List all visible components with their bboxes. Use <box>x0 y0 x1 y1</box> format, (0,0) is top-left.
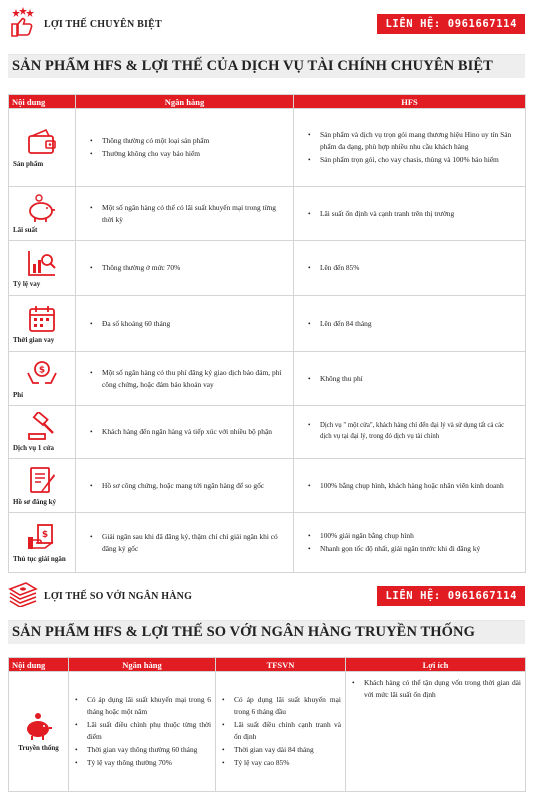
list-item: • Thời gian vay dài 84 tháng <box>222 744 341 756</box>
criterion-label: Dịch vụ 1 cửa <box>13 444 54 452</box>
list-item: • Có áp dụng lãi suất khuyến mại trong 6 tháng đầu <box>222 694 341 718</box>
table-row <box>9 513 526 573</box>
table-row <box>9 672 526 792</box>
contact-badge[interactable]: LIÊN HỆ: 0961667114 <box>377 586 525 606</box>
list-item: • Lãi suất điều chỉnh phụ thuộc từng thời điểm <box>75 719 211 743</box>
criterion-cell <box>9 241 76 296</box>
table-header-row <box>9 658 526 672</box>
list-item: • Lãi suất ổn định và cạnh tranh trên thị trường <box>308 208 517 220</box>
list-item: • Dịch vụ " một cửa", khách hàng chỉ đến đại lý và sử dụng tất cả các dịch vụ tại đại lý, trong đó dịch vụ tài chính <box>308 421 517 443</box>
column-header: Nội dung <box>9 95 76 109</box>
brand <box>8 581 192 612</box>
list-item: • Nhanh gọn tốc độ nhất, giải ngân trước khi đi đăng ký <box>308 543 517 555</box>
hfs-cell <box>294 406 526 459</box>
list-item: • Lãi suất điều chỉnh cạnh tranh và ổn định <box>222 719 341 743</box>
piggy-bank-icon <box>11 712 66 742</box>
chart-magnifier-icon <box>11 248 73 278</box>
list-item: • Sản phẩm trọn gói, cho vay chasis, thùng và 100% bảo hiểm <box>308 154 517 166</box>
brand-title: LỢI THẾ SO VỚI NGÂN HÀNG <box>44 590 193 602</box>
criterion-cell <box>9 513 76 573</box>
section-title: SẢN PHẨM HFS & LỢI THẾ SO VỚI NGÂN HÀNG TRUYỀN THỐNG <box>12 624 475 640</box>
bank-cell <box>76 406 294 459</box>
column-header: Ngân hàng <box>76 95 294 109</box>
list-item: • Sản phẩm và dịch vụ trọn gói mang thương hiệu Hino uy tín Sản phẩm đa dạng, phù hợp nhiều nhu cầu khách hàng <box>308 129 517 153</box>
bank-cell <box>76 109 294 187</box>
list-item: • Lên đến 85% <box>308 262 517 274</box>
comparison-table <box>8 94 526 573</box>
bank-cell <box>76 187 294 241</box>
criterion-label: Thủ tục giải ngân <box>13 554 66 563</box>
list-item: • Khách hàng đến ngân hàng và tiếp xúc với nhiều bộ phận <box>90 426 285 438</box>
bank-cell <box>76 296 294 352</box>
table-header-row <box>9 95 526 109</box>
brand <box>8 7 162 42</box>
list-item: • Thông thường có một loại sản phẩm <box>90 135 285 147</box>
criterion-cell <box>9 352 76 406</box>
list-item: • Một số ngân hàng có thu phí đăng ký giao dịch bảo đảm, phí công chứng, hoặc đảm bảo khoản vay <box>90 367 285 391</box>
list-item: • Thông thường ở mức 70% <box>90 262 285 274</box>
list-item: • Hồ sơ công chứng, hoặc mang tới ngân hàng để so gốc <box>90 480 285 492</box>
bank-cell <box>76 459 294 513</box>
table-row <box>9 296 526 352</box>
hfs-cell <box>294 109 526 187</box>
table-row <box>9 459 526 513</box>
column-header: TFSVN <box>216 658 346 672</box>
list-item: • Tỷ lệ vay cao 85% <box>222 757 341 769</box>
list-item: • Có áp dụng lãi suất khuyến mại trong 6 tháng hoặc một năm <box>75 694 211 718</box>
list-item: • Thường không cho vay bảo hiểm <box>90 148 285 160</box>
criterion-cell <box>9 187 76 241</box>
criterion-cell <box>9 296 76 352</box>
hfs-cell <box>294 187 526 241</box>
benefit-cell <box>346 672 526 792</box>
wallet-icon <box>11 128 73 158</box>
criterion-cell <box>9 109 76 187</box>
list-item: • Một số ngân hàng có thể có lãi suất khuyến mại trong từng thời kỳ <box>90 202 285 226</box>
criterion-cell <box>9 459 76 513</box>
list-item: • Đa số khoảng 60 tháng <box>90 318 285 330</box>
criterion-label: Lãi suất <box>13 225 38 234</box>
list-item: • Lên đến 84 tháng <box>308 318 517 330</box>
bank-cell <box>76 352 294 406</box>
column-header: Ngân hàng <box>69 658 216 672</box>
gavel-icon <box>11 412 73 442</box>
table-row <box>9 241 526 296</box>
column-header: Nội dung <box>9 658 69 672</box>
list-item: • Tỷ lệ vay thông thường 70% <box>75 757 211 769</box>
list-item: • 100% bằng chụp hình, khách hàng hoặc nhân viên kinh doanh <box>308 480 517 492</box>
criterion-label: Thời gian vay <box>13 335 55 344</box>
bank-cell <box>69 672 216 792</box>
piggy-bank-icon <box>11 194 73 224</box>
list-item: • Không thu phí <box>308 373 517 385</box>
section-title-bar <box>8 54 525 78</box>
criterion-label: Hồ sơ đăng ký <box>13 497 56 506</box>
hfs-cell <box>294 241 526 296</box>
tfsvn-cell <box>216 672 346 792</box>
hfs-cell <box>294 296 526 352</box>
criterion-label: Phí <box>13 390 24 399</box>
section-title-bar <box>8 620 525 644</box>
hfs-cell <box>294 513 526 573</box>
criterion-label: Sản phẩm <box>13 159 44 168</box>
svg-text:$: $ <box>41 529 49 540</box>
list-item: • 100% giải ngân bằng chụp hình <box>308 530 517 542</box>
document-pen-icon <box>11 466 73 496</box>
table-row <box>9 406 526 459</box>
hfs-cell <box>294 352 526 406</box>
contact-badge[interactable]: LIÊN HỆ: 0961667114 <box>377 14 525 34</box>
money-hands-icon <box>11 359 73 389</box>
header-section-2 <box>8 580 525 612</box>
thumbs-up-stars-icon <box>8 7 38 42</box>
hand-money-icon <box>11 523 73 553</box>
criterion-cell <box>9 672 69 792</box>
brand-title: LỢI THẾ CHUYÊN BIỆT <box>44 18 162 30</box>
svg-text:$: $ <box>38 365 46 375</box>
bank-cell <box>76 513 294 573</box>
calendar-icon <box>11 304 73 334</box>
criterion-label: Truyền thống <box>18 743 59 752</box>
comparison-table-2 <box>8 657 526 792</box>
column-header: Lợi ích <box>346 658 526 672</box>
hfs-cell <box>294 459 526 513</box>
list-item: • Khách hàng có thể tận dụng vốn trong thời gian dài với mức lãi suất ổn định <box>352 677 521 701</box>
bank-cell <box>76 241 294 296</box>
table-row <box>9 352 526 406</box>
criterion-label: Tỷ lệ vay <box>13 280 41 288</box>
list-item: • Giải ngân sau khi đã đăng ký, thậm chí chỉ giải ngân khi có đăng ký gốc <box>90 531 285 555</box>
section-title: SẢN PHẨM HFS & LỢI THẾ CỦA DỊCH VỤ TÀI CHÍNH CHUYÊN BIỆT <box>12 58 493 74</box>
table-row <box>9 109 526 187</box>
column-header: HFS <box>294 95 526 109</box>
list-item: • Thời gian vay thông thường 60 tháng <box>75 744 211 756</box>
money-stack-icon <box>8 581 38 612</box>
header-top <box>8 8 525 40</box>
table-row <box>9 187 526 241</box>
criterion-cell <box>9 406 76 459</box>
